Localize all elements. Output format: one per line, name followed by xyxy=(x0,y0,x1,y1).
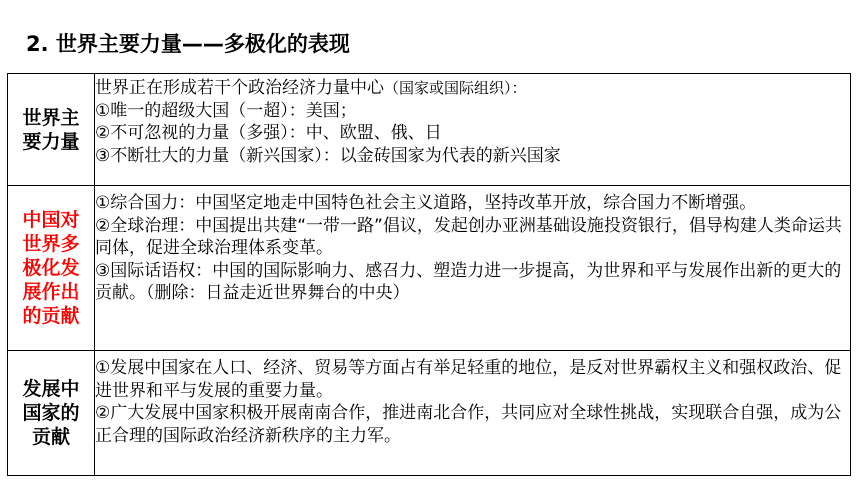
row-body-world-powers xyxy=(95,74,851,186)
row-header-china-contribution: 中国对世界多极化发展作出的贡献 xyxy=(8,186,95,351)
row-header-world-powers: 世界主要力量 xyxy=(8,74,95,186)
table-row-china-contribution xyxy=(8,186,851,351)
intro-line: 世界正在形成若干个政治经济力量中心（国家或国际组织）： xyxy=(95,78,527,98)
paragraph: ①发展中国家在人口、经济、贸易等方面占有举足轻重的地位，是反对世界霸权主义和强权政治、促进世界和平与发展的重要力量。 xyxy=(95,358,842,401)
title-suffix: 化的表现 xyxy=(265,32,350,56)
row-header-developing-countries: 发展中国家的贡献 xyxy=(8,351,95,476)
paragraph: ①综合国力：中国坚定地走中国特色社会主义道路，坚持改革开放，综合国力不断增强。 xyxy=(95,193,757,213)
paragraph: ②全球治理：中国提出共建“一带一路”倡议，发起创办亚洲基础设施投资银行，倡导构建人类命运共同体，促进全球治理体系变革。 xyxy=(95,215,842,258)
content-table xyxy=(7,73,851,476)
paragraph: ③国际话语权：中国的国际影响力、感召力、塑造力进一步提高，为世界和平与发展作出新的更大的贡献。（删除：日益走近世界舞台的中央） xyxy=(95,260,842,303)
table-row-world-powers xyxy=(8,74,851,186)
slide-title xyxy=(26,28,350,58)
list-item: ①唯一的超级大国（一超）：美国； xyxy=(95,100,357,121)
list-item: ③不断壮大的力量（新兴国家）：以金砖国家为代表的新兴国家 xyxy=(95,145,561,166)
row-body-developing-countries xyxy=(95,351,851,476)
title-prefix: 2. 世界主要力量——多 xyxy=(26,32,245,56)
title-emphasis: 极 xyxy=(244,32,266,56)
paragraph: ②广大发展中国家积极开展南南合作，推进南北合作，共同应对全球性挑战，实现联合自强，成为公正合理的国际政治经济新秩序的主力军。 xyxy=(95,403,842,446)
row-body-china-contribution xyxy=(95,186,851,351)
list-item: ②不可忽视的力量（多强）：中、欧盟、俄、日 xyxy=(95,123,442,143)
intro-note: （国家或国际组织）： xyxy=(384,79,527,97)
table-row-developing-countries xyxy=(8,351,851,476)
